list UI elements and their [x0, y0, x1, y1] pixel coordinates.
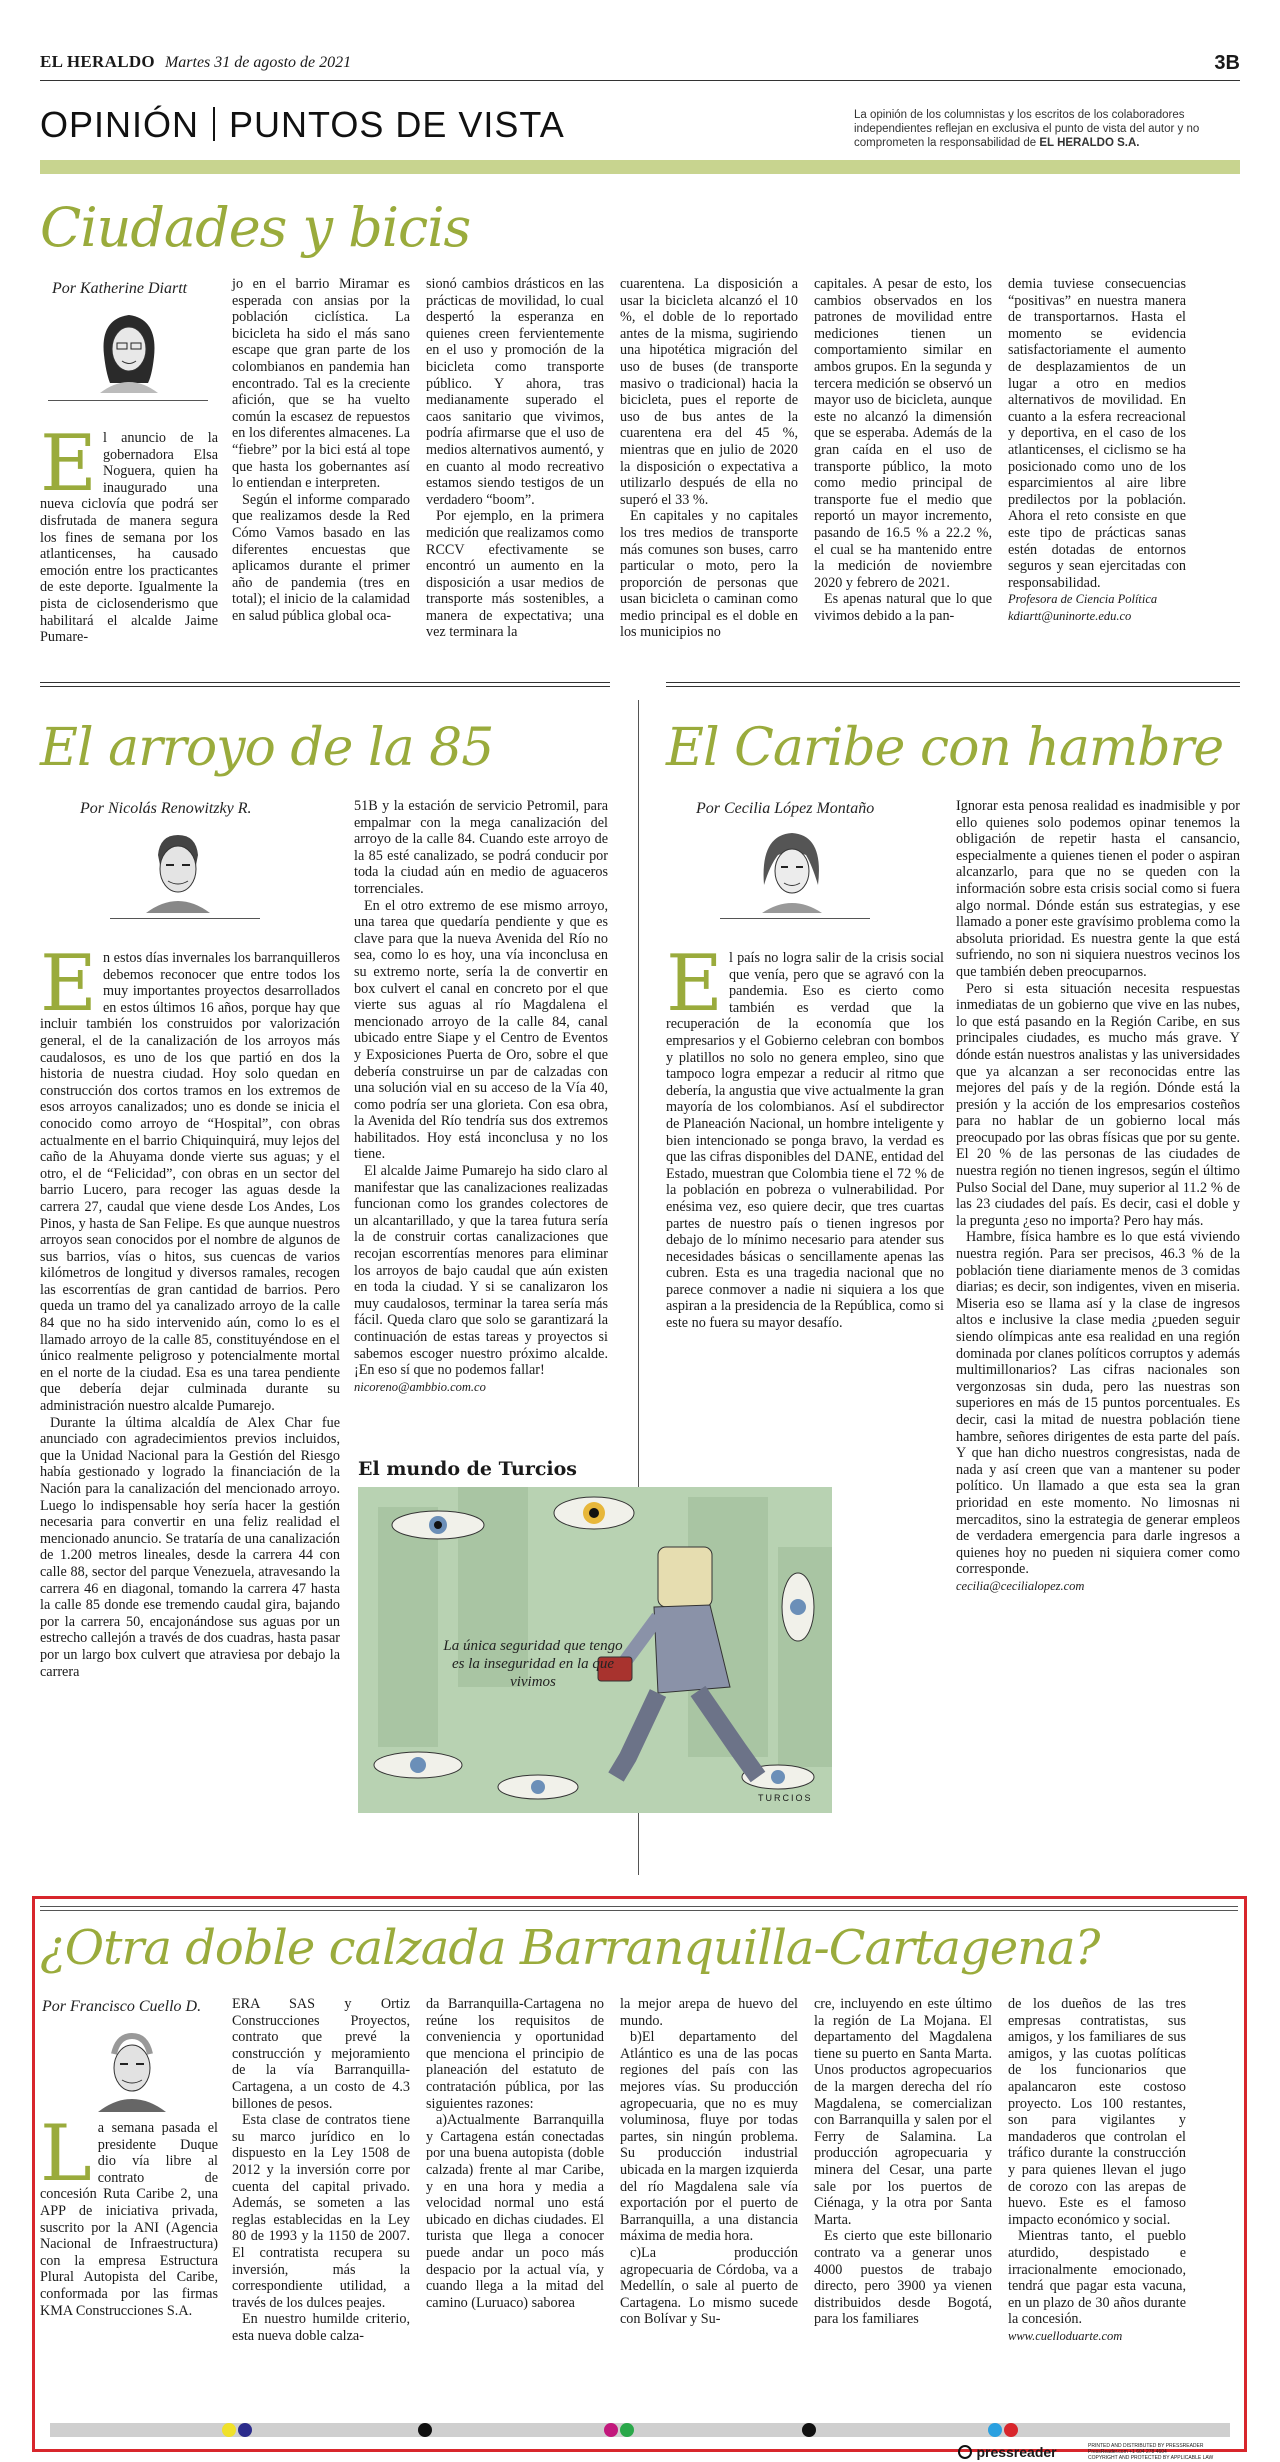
article-separator-right	[666, 682, 1240, 683]
article1-signature-email: kdiartt@uninorte.edu.co	[1008, 608, 1132, 623]
cartoon-caption: La única seguridad que tengo es la inseguridad en la que vivimos	[443, 1638, 623, 1690]
article1-dropcap: E	[40, 419, 97, 509]
article4-col2: ERA SAS y Ortiz Construcciones Proyectos, contrato que prevé la construcción y mejoramiento de la vía Barranquilla- Cartagena, a un costo de 4.3 billones de pesos. Esta clase de contratos tiene su marco jurídico en lo dispuesto en la Ley 1508 de 2012 y la inversión corre por cuenta del capital privado. Además, se someten a las reglas establecidas en la Ley 80 de 1993 y la 1150 de 2007. El contratista recupera su inversión, más la correspondiente utilidad, a través de los dulces peajes. En nuestro humilde criterio, esta nueva doble calza-	[232, 1996, 410, 2344]
article4-dropcap: L	[40, 2109, 92, 2199]
article1-col3: sionó cambios drásticos en las prácticas de movilidad, lo cual despertó la esperanza en quienes creen fervientemente en el uso y promoción de la bicicleta como transporte público. Y ahora, tras medianamente superado el caos sanitario que vivimos, podría afirmarse que el uso de medios alternativos aumentó, y en cuanto al modo recreativo estamos siendo testigos de un verdadero “boom”. Por ejemplo, en la primera medición que realizamos como RCCV efectivamente se encontró un aumento en la disposición a usar medios de transporte más sostenibles, a manera de expectativa; una vez terminara la	[426, 276, 604, 641]
cartoon-title: El mundo de Turcios	[358, 1458, 577, 1480]
registration-dot-black	[418, 2423, 432, 2437]
header-rule	[40, 80, 1240, 81]
registration-dot-red	[1004, 2423, 1018, 2437]
author-portrait-diartt	[90, 305, 168, 393]
registration-dot-cyan	[988, 2423, 1002, 2437]
pressreader-brand: pressreader	[976, 2443, 1057, 2460]
author-portrait-lopez	[752, 825, 830, 913]
article3-col1: E l país no logra salir de la crisis social que venía, pero que se agravó con la pandemia. Eso es cierto como también es verdad que la recuperación de la economía que los empresarios y el Gobierno celebran con bombos y platillos no solo no genera empleo, sino que tampoco logra empezar a reducir al ritmo que debería, la angustia que vive actualmente la gran mayoría de los colombianos. Así el subdirector de Planeación Nacional, un hombre inteligente y bien intencionado se ponga bravo, la verdad es que las cifras disponibles del DANE, entidad del Estado, muestran que Colombia tiene el 72 % de la población en pobreza o vulnerabilidad. Por enésima vez, eso quiere decir, que tres cuartas partes de nuestro país o tienen ingresos por debajo de lo mínimo necesario para atender sus necesidades básicas o sencillamente apenas las cubren. Esta es una tragedia nacional que no parece conmover a nadie ni siquiera a los que aspiran a la presidencia de la República, como si este no fuera su mayor desafío.	[666, 939, 944, 1332]
article2-title: El arroyo de la 85	[40, 718, 494, 778]
article4-col5: cre, incluyendo en este último la región de La Mojana. El departamento del Magdalena tiene su puerto en Santa Marta. Unos productos agropecuarios de la margen derecha del río Magdalena, se comercializan con Barranquilla y salen por el Ferry de Salamina. La producción agropecuaria y minera del Cesar, una parte sale por los puertos de Ciénaga, y la otra por Santa Marta. Es cierto que este billonario contrato va a generar unos 4000 puestos de trabajo directo, pero 3900 ya vienen distribuidos desde Bogotá, para los familiares	[814, 1996, 992, 2328]
article2-col2: 51B y la estación de servicio Petromil, para empalmar con la mega canalización del arroyo de la calle 84. Cuando este arroyo de la 85 esté canalizado, se podrá conducir por toda la ciudad aún en medio de aguaceros torrenciales. En el otro extremo de ese mismo arroyo, una tarea que quedaría pendiente y que es clave para que la nueva Avenida del Río no sea, como lo es hoy, una vía inconclusa en su extremo norte, sería la de convertir en box culvert el canal en concreto por el que vierte sus aguas al río Magdalena el mencionado arroyo de la calle 84, canal ubicado entre Siape y el Centro de Eventos y Exposiciones Puerta de Oro, sobre el que debería construirse un par de calzadas con una solución vial en su acceso de la Vía 40, como podría ser una glorieta. Con esa obra, la Avenida del Río tendría sus dos extremos habilitados. Hoy está inconclusa y no los tiene. El alcalde Jaime Pumarejo ha sido claro al manifestar que las canalizaciones realizadas funcionan como los grandes colectores de un alcantarillado, y que la tarea futura sería la de construir cortas canalizaciones que recojan escorrentías menores para eliminar los arroyos de bajo caudal que aún existen en toda la ciudad. Y si se canalizaron los muy caudalosos, terminar la tarea sería más fácil. Queda claro que solo se garantizará la continuación de estas tareas y proyectos si sabemos escoger nuestro próximo alcalde. ¡En eso sí que no podemos fallar! nicoreno@ambbio.com.co	[354, 798, 608, 1394]
section-divider	[213, 107, 215, 141]
registration-dot-magenta	[604, 2423, 618, 2437]
article4-title: ¿Otra doble calzada Barranquilla-Cartagena?	[40, 1920, 1100, 1976]
registration-dot-yellow	[222, 2423, 236, 2437]
article3-dropcap: E	[666, 939, 723, 1029]
article2-byline: Por Nicolás Renowitzky R.	[80, 800, 252, 817]
article1-signature-role: Profesora de Ciencia Política	[1008, 592, 1158, 607]
article1-col6: demia tuviese consecuencias “positivas” en nuestra manera de transportarnos. Hasta el momento se evidencia satisfactoriamente el aumento de desplazamientos de un lugar a otro en medios alternativos de movilidad. En cuanto a la esfera recreacional y deportiva, en el caso de los atlanticenses, el ciclismo se ha posicionado como uno de los esparcimientos al aire libre predilectos por la población. Ahora el reto consiste en que este tipo de prácticas sanas estén dotadas de entornos seguros y sean ejercitadas con responsabilidad. Profesora de Ciencia Política kdiartt@uninorte.edu.co	[1008, 276, 1186, 623]
registration-dot-black-2	[802, 2423, 816, 2437]
section-opinion: OPINIÓN	[40, 104, 200, 145]
article1-title: Ciudades y bicis	[40, 196, 471, 259]
registration-dot-green	[620, 2423, 634, 2437]
article1-col2: jo en el barrio Miramar es esperada con ansias por la población ciclística. La bicicleta ha sido el más sano escape que gran parte de los colombianos en pandemia han encontrado. Tal es la creciente afición, que se ha vuelto común la escasez de repuestos en los diferentes almacenes. La “fiebre” por la bici está al tope que hasta los gobernantes así lo entiendan e interpreten. Según el informe comparado que realizamos desde la Red Cómo Vamos basado en las diferentes encuestas que aplicamos durante el primer año de pandemia (tres en total); el inicio de la calamidad en salud pública global oca-	[232, 276, 410, 624]
paper-name: EL HERALDO	[40, 52, 155, 71]
article4-byline: Por Francisco Cuello D.	[42, 1998, 202, 2015]
article4-col4: la mejor arepa de huevo del mundo. b)El departamento del Atlántico es una de las pocas regiones del país con las mejores vías. Su producción agropecuaria, que no es muy voluminosa, fluye por todas partes, sin ningún problema. Su producción industrial ubicada en la margen izquierda del río Magdalena sale vía exportación por el puerto de Barranquilla, a una distancia máxima de media hora. c)La producción agropecuaria de Córdoba, va a Medellín, o sale al puerto de Cartagena. Lo mismo sucede con Bolívar y Su-	[620, 1996, 798, 2328]
article4-col6: de los dueños de las tres empresas contratistas, sus amigos, y los familiares de sus amigos, y las cuotas políticas de los funcionarios que apalancaron este costoso proyecto. Los 100 restantes, son para vigilantes y mandaderos que controlan el tráfico durante la construcción y para quienes llevan el jugo de corozo con las arepas de huevo. Este es el famoso impacto económico y social. Mientras tanto, el pueblo aturdido, despistado e irracionalmente emocionado, tendrá que pagar esta vacuna, en un plazo de 30 años durante la concesión. www.cuelloduarte.com	[1008, 1996, 1186, 2343]
pressreader-logo-icon	[958, 2445, 972, 2459]
section-puntos: PUNTOS DE VISTA	[229, 104, 565, 145]
registration-dot-blue	[238, 2423, 252, 2437]
article4-signature-web: www.cuelloduarte.com	[1008, 2328, 1123, 2343]
article3-title: El Caribe con hambre	[666, 718, 1224, 778]
article3-byline: Por Cecilia López Montaño	[696, 800, 875, 817]
article2-dropcap: E	[40, 939, 97, 1029]
cartoonist-signature: TURCIOS	[758, 1793, 813, 1803]
page-number: 3B	[1214, 52, 1240, 74]
article-separator-left	[40, 682, 610, 683]
article2-signature-email: nicoreno@ambbio.com.co	[354, 1379, 486, 1394]
article4-col3: da Barranquilla-Cartagena no reúne los requisitos de conveniencia y oportunidad que menciona el principio de planeación del estatuto de contratación pública, por las siguientes razones: a)Actualmente Barranquilla y Cartagena están conectadas por una buena autopista (doble calzada) frente al mar Caribe, y en una hora y media a velocidad normal uno está ubicado en dichas ciudades. El turista que llega a conocer puede andar un poco más despacio por la actual vía, y cuando llega a la mitad del camino (Luruaco) saborea	[426, 1996, 604, 2311]
article1-col5: capitales. A pesar de esto, los cambios observados en los patrones de movilidad entre mediciones tienen un comportamiento similar en ambos grupos. En la segunda y tercera medición se observó un mayor uso de bicicleta, aunque este no alcanzó la dimensión que se esperaba. Además de la gran caída en el uso de transporte público, la moto como medio principal de transporte fue el medio que reportó un mayor incremento, pasando de 16.5 % a 22.2 %, el cual se ha mantenido entre la medición de noviembre 2020 y febrero de 2021. Es apenas natural que lo que vivimos debido a la pan-	[814, 276, 992, 624]
cartoon	[358, 1487, 832, 1813]
byline-rule	[48, 400, 208, 401]
author-portrait-cuello	[92, 2024, 170, 2112]
author-portrait-renowitzky	[138, 825, 216, 913]
article1-col4: cuarentena. La disposición a usar la bicicleta alcanzó el 10 %, el doble de lo reportado antes de la misma, sugiriendo una hipotética migración del uso de buses (de transporte masivo o tradicional) hacia la bicicleta, pues el reporte de uso de bus antes de la cuarentena era del 45 %, mientras que en julio de 2020 la disposición o expectativa a utilizarlo después de ella no superó el 33 %. En capitales y no capitales los tres medios de transporte más comunes son buses, carro particular o moto, pero la proporción de personas que usan bicicleta o caminan como medio principal es el doble en los municipios no	[620, 276, 798, 641]
article4-col1: L a semana pasada el presidente Duque dio vía libre al contrato de concesión Ruta Caribe 2, una APP de iniciativa privada, suscrito por la ANI (Agencia Nacional de Infraestructura) con la empresa Estructura Plural Autopista del Caribe, conformada por las firmas KMA Construcciones S.A.	[40, 2109, 218, 2319]
section-band	[40, 160, 1240, 174]
article2-col1: E n estos días invernales los barranquilleros debemos reconocer que entre todos los muy importantes proyectos desarrollados en estos últimos 16 años, porque hay que incluir también los construidos por valorización general, el de la canalización de los arroyos más caudalosos, es uno de los que partió en dos la historia de nuestra ciudad. Hoy solo quedan en construcción dos cortos tramos en los extremos de esos arroyos canalizados; uno es donde se inicia el conocido como arroyo de “Hospital”, con obras actualmente en el barrio Chiquinquirá, muy lejos del caño de la Ahuyama donde vierte sus aguas; y el otro, el de “Felicidad”, con obras en un sector del barrio Lucero, para recoger las aguas desde la carrera 27, caudal que viene desde Los Andes, Los Pinos, y hasta de San Felipe. Es que aunque nuestros arroyos sean conocidos por el nombre de algunos de sus barrios, vías o hitos, sus cuencas de varios kilómetros de longitud y diversos ramales, recogen las escorrentías de gran cantidad de barrios. Pero queda un tramo del ya canalizado arroyo de la calle 84 que no ha sido intervenido aún, como lo es el llamado arroyo de la calle 85, constituyéndose en el único realmente peligroso y potencialmente mortal en el norte de la ciudad. Esa es una tarea pendiente que debería dejar culminada durante su administración nuestro alcalde Pumarejo. Durante la última alcaldía de Alex Char fue anunciado con agradecimientos previos incluidos, que la Unidad Nacional para la Gestión del Riesgo había gestionado y logrado la financiación de la Nación para la canalización del mencionado arroyo. Luego lo indispensable hoy sería hacer la gestión necesaria para convertir en una feliz realidad el mencionado anuncio. Se trataría de una canalización de 1.200 metros lineales, desde la carrera 44 con calle 88, sector del parque Venezuela, atravesando la carrera 46 en diagonal, tomando la carrera 47 hasta la calle 85 donde ese tremendo caudal gira, bajando por la carrera 50, encajonándose sus aguas por un estrecho callejón a través de dos cuadras, hasta pasar por un largo box culvert que atraviesa por debajo la carrera	[40, 939, 340, 1680]
editorial-disclaimer: La opinión de los columnistas y los escritos de los colaboradores independientes reflejan en exclusiva el punto de vista del autor y no comprometen la responsabilidad de EL HERALDO S.A.	[854, 109, 1200, 149]
article1-col1: E l anuncio de la gobernadora Elsa Noguera, quien ha inaugurado una nueva ciclovía que podrá ser disfrutada de manera segura los fines de semana por los atlanticenses, ha causado emoción entre los practicantes de este deporte. Igualmente la pista de ciclosenderismo que habilitará el alcalde Jaime Pumare-	[40, 419, 218, 646]
article1-byline: Por Katherine Diartt	[52, 280, 188, 297]
masthead	[40, 52, 1240, 82]
article3-signature-email: cecilia@cecilialopez.com	[956, 1578, 1085, 1593]
issue-date: Martes 31 de agosto de 2021	[164, 54, 352, 71]
pressreader-footer: pressreader PRINTED AND DISTRIBUTED BY PRESSREADER PressReader.com +1 604 278 4604 COPYRIGHT AND PROTECTED BY APPLICABLE LAW	[958, 2443, 1240, 2461]
article3-col2: Ignorar esta penosa realidad es inadmisible y por ello quienes solo podemos opinar tenemos la obligación de repetir hasta el cansancio, especialmente a quienes tienen el poder o aspiran alcanzarlo, para que no se queden con la información sobre esta crisis social como si fuera algo normal. Dónde están sus estrategias, y ese llamado a poner este gravísimo problema como la absoluta prioridad. Es nuestra gente la que está sufriendo, no son ni siquiera nuestros vecinos los que también deben preocuparnos. Pero si esta situación necesita respuestas inmediatas de un gobierno que vive en las nubes, lo que está pasando en la Región Caribe, en sus principales ciudades, es mucho más grave. Y dónde están nuestros analistas y las universidades que ya alcanzan a ser reconocidas entre las mejores del país y de la región. Dónde está la presión y la acción de los empresarios costeños para no hablar de un gobierno local más preocupado por las obras físicas que por su gente. El 20 % de las personas de las ciudades de nuestra región no tienen ingresos, según el último Pulso Social del Dane, muy superior al 11.2 % de las 23 ciudades del país. Es decir, casi el doble y la pregunta ¿eso no importa? Pero hay más. Hambre, física hambre es lo que está viviendo nuestra región. Para ser precisos, 46.3 % de la población tiene diariamente menos de 3 comidas diarias; es decir, son indigentes, viven en miseria. Miseria eso se llama así y la clase de ingresos altos e inclusive la clase media ¿pueden seguir siendo olímpicas ante esa realidad en una región dominada por clanes políticos corruptos y además multimillonarios? Las cifras nacionales son vergonzosas sin duda, pero las nuestras son superiores en más de 15 puntos porcentuales. Es decir, casi la mitad de nuestra población tiene hambre, señores dirigentes de esta parte del país. Y que han dicho nuestros congresistas, nada de nada y así creen que van a mantener su poder político. Un llamado a que esta sea la gran prioridad en este momento. No limosnas ni mercaditos, sino la estrategia de generar empleos de verdadera emergencia para darle ingresos a quienes hoy no pueden ni siquiera comer como corresponde. cecilia@cecilialopez.com	[956, 798, 1240, 1593]
section-title	[40, 104, 565, 146]
